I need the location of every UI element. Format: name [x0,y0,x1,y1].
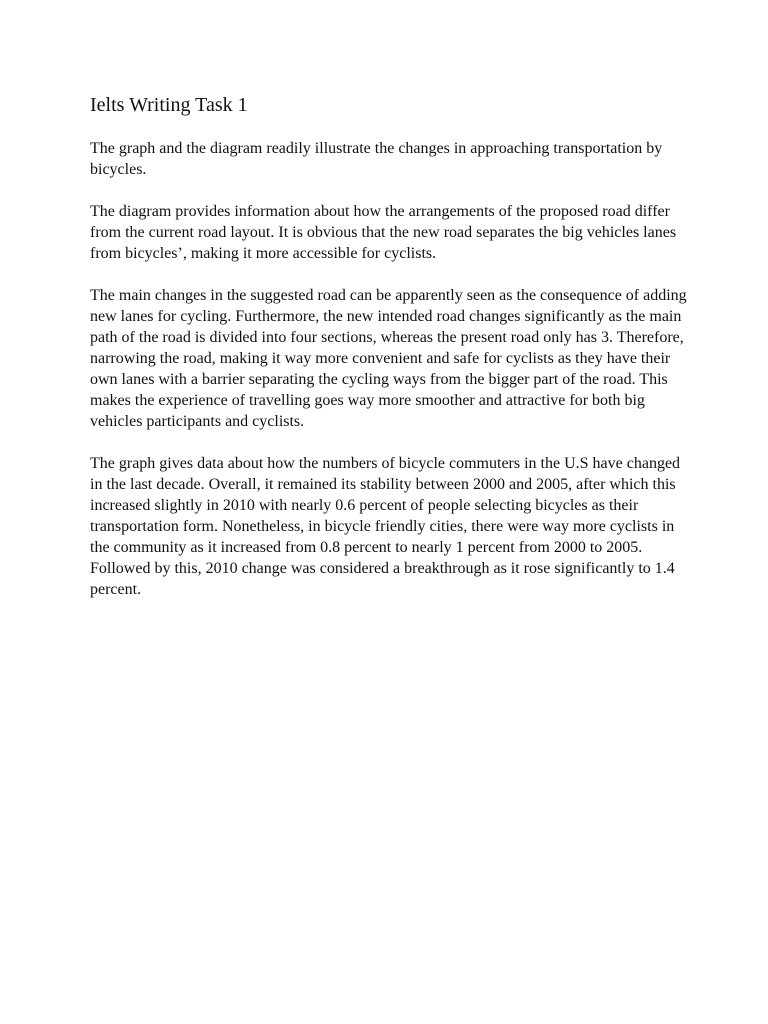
paragraph-road-changes: The main changes in the suggested road can be apparently seen as the consequence of adding new lanes for cycling. Furthermore, the new intended road changes significantly as the main path of the road is divided into four sections, whereas the present road only has 3. Therefore, narrowing the road, making it way more convenient and safe for cyclists as they have their own lanes with a barrier separating the cycling ways from the bigger part of the road. This makes the experience of travelling goes way more smoother and attractive for both big vehicles participants and cyclists. [90,287,687,430]
paragraph-graph-data: The graph gives data about how the numbers of bicycle commuters in the U.S have changed in the last decade. Overall, it remained its stability between 2000 and 2005, after which this increased slightly in 2010 with nearly 0.6 percent of people selecting bicycles as their transportation form. Nonetheless, in bicycle friendly cities, there were way more cyclists in the community as it increased from 0.8 percent to nearly 1 percent from 2000 to 2005. Followed by this, 2010 change was considered a breakthrough as it rose significantly to 1.4 percent. [90,455,681,598]
document-body [90,92,690,621]
paragraph-intro: The graph and the diagram readily illustrate the changes in approaching transportation by bicycles. [90,140,663,178]
paragraph-diagram-overview: The diagram provides information about how the arrangements of the proposed road differ from the current road layout. It is obvious that the new road separates the big vehicles lanes from bicycles’, making it more accessible for cyclists. [90,203,677,262]
document-title: Ielts Writing Task 1 [90,94,248,116]
